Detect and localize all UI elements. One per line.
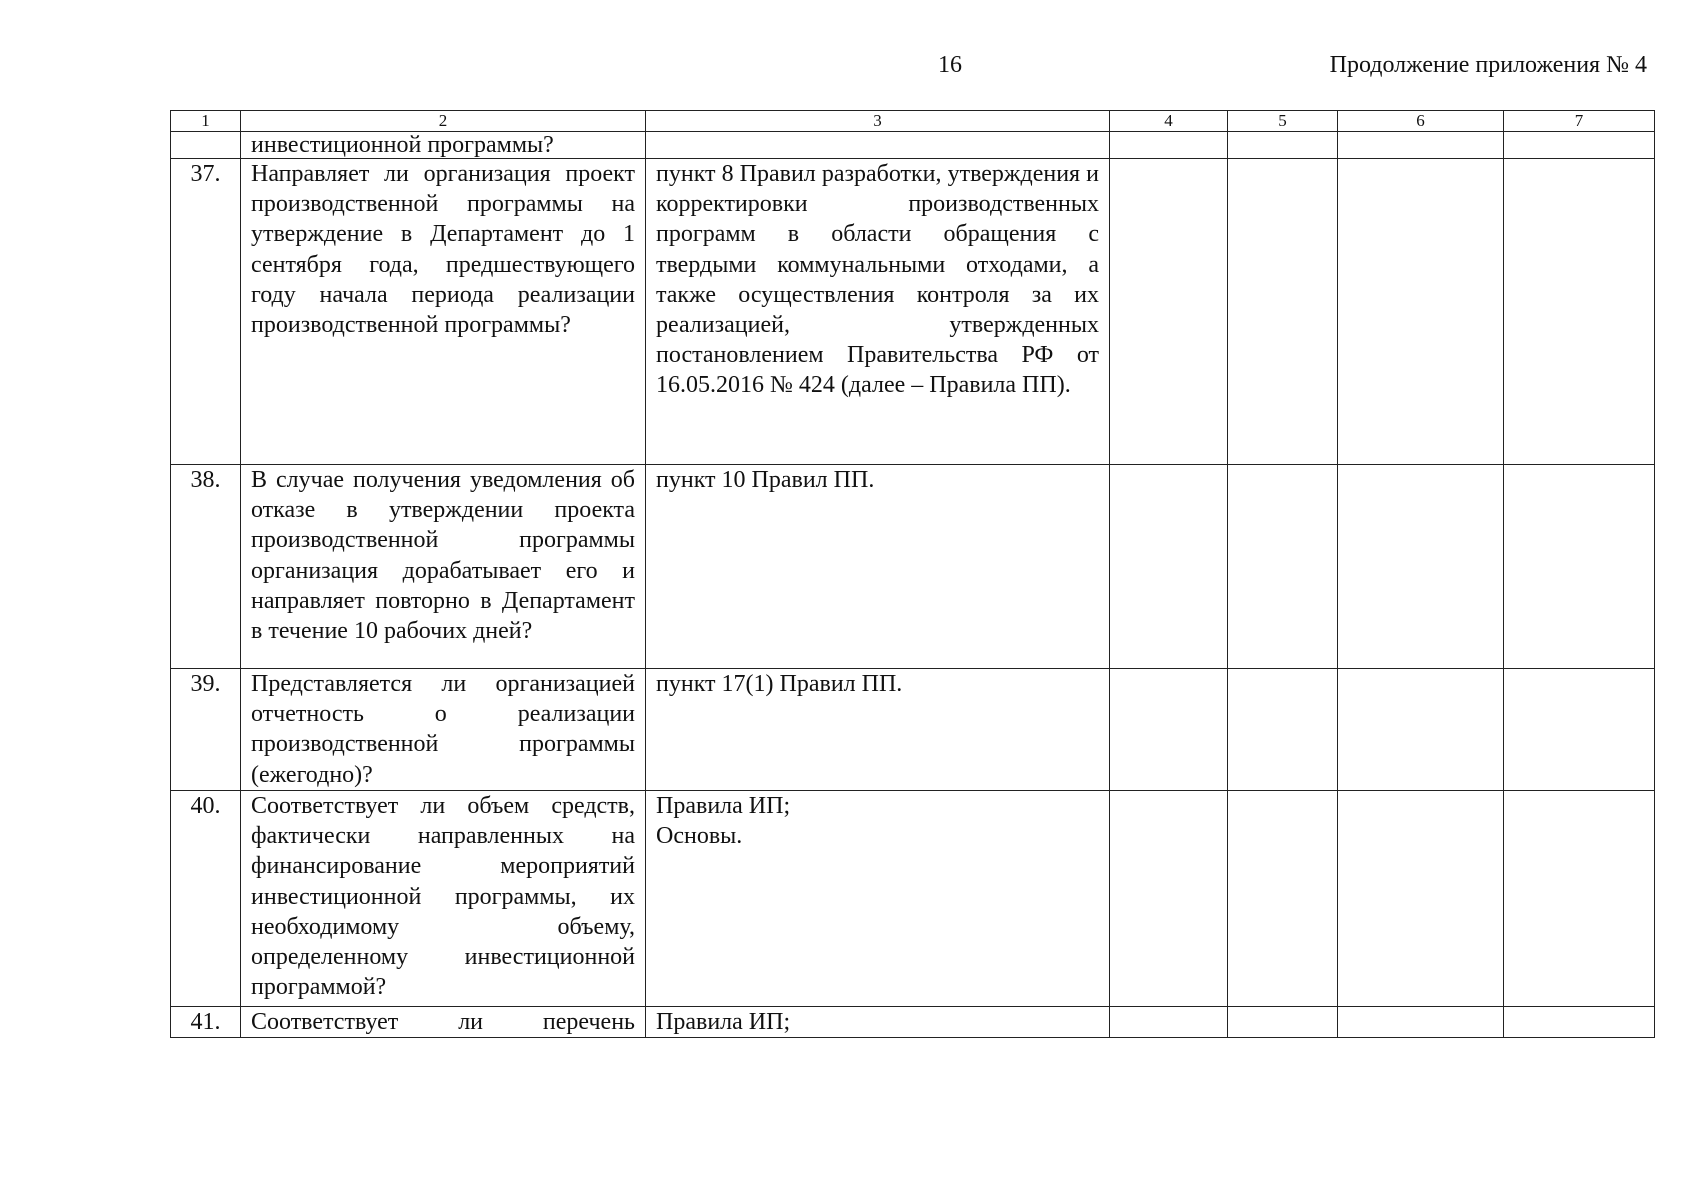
checklist-table — [170, 110, 1655, 1038]
empty-cell — [1504, 159, 1655, 465]
basis-cell: пункт 17(1) Правил ПП. — [646, 669, 1110, 791]
column-number: 2 — [241, 111, 646, 132]
question-cell: Представляется ли организацией отчетность о реализации производственной программы (ежегодно)? — [241, 669, 646, 791]
table-row — [171, 1007, 1655, 1038]
row-number: 37. — [171, 159, 241, 465]
column-number: 5 — [1228, 111, 1338, 132]
column-numbers-row — [171, 111, 1655, 132]
empty-cell — [1504, 1007, 1655, 1038]
column-number: 7 — [1504, 111, 1655, 132]
basis-cell: Правила ИП; — [646, 1007, 1110, 1038]
empty-cell — [1338, 669, 1504, 791]
empty-cell — [1228, 159, 1338, 465]
empty-cell — [1110, 159, 1228, 465]
question-cell: Соответствует ли объем средств, фактически направленных на финансирование мероприятий инвестиционной программы, их необходимому объему, определенному инвестиционной программой? — [241, 791, 646, 1007]
row-number-cell — [171, 132, 241, 159]
empty-cell — [1110, 1007, 1228, 1038]
row-number: 41. — [171, 1007, 241, 1038]
row-number: 38. — [171, 465, 241, 669]
empty-cell — [1338, 465, 1504, 669]
table-row — [171, 791, 1655, 1007]
continuation-row — [171, 132, 1655, 159]
empty-cell — [1110, 132, 1228, 159]
basis-line: Основы. — [656, 823, 743, 850]
empty-cell — [1338, 132, 1504, 159]
empty-cell — [1504, 669, 1655, 791]
page-number: 16 — [938, 52, 962, 78]
basis-cell: пункт 8 Правил разработки, утверждения и корректировки производственных программ в области обращения с твердыми коммунальными отходами, а также осуществления контроля за их реализацией, утвержденных постановлением Правительства РФ от 16.05.2016 № 424 (далее – Правила ПП). — [646, 159, 1110, 465]
column-number: 3 — [646, 111, 1110, 132]
empty-cell — [1338, 1007, 1504, 1038]
row-number: 40. — [171, 791, 241, 1007]
question-cell: инвестиционной программы? — [241, 132, 646, 159]
empty-cell — [1228, 791, 1338, 1007]
basis-cell — [646, 132, 1110, 159]
empty-cell — [1228, 132, 1338, 159]
empty-cell — [1504, 465, 1655, 669]
empty-cell — [1110, 791, 1228, 1007]
empty-cell — [1228, 1007, 1338, 1038]
table-row — [171, 465, 1655, 669]
empty-cell — [1110, 669, 1228, 791]
question-cell: Соответствует ли перечень — [241, 1007, 646, 1038]
empty-cell — [1504, 791, 1655, 1007]
empty-cell — [1338, 159, 1504, 465]
empty-cell — [1110, 465, 1228, 669]
column-number: 1 — [171, 111, 241, 132]
appendix-header: Продолжение приложения № 4 — [1329, 52, 1647, 78]
basis-line: Правила ИП; — [656, 793, 791, 819]
basis-cell: пункт 10 Правил ПП. — [646, 465, 1110, 669]
question-cell: В случае получения уведомления об отказе в утверждении проекта производственной программы организация дорабатывает его и направляет повторно в Департамент в течение 10 рабочих дней? — [241, 465, 646, 669]
empty-cell — [1338, 791, 1504, 1007]
column-number: 4 — [1110, 111, 1228, 132]
column-number: 6 — [1338, 111, 1504, 132]
empty-cell — [1228, 465, 1338, 669]
empty-cell — [1504, 132, 1655, 159]
empty-cell — [1228, 669, 1338, 791]
basis-cell — [646, 791, 1110, 1007]
table-row — [171, 159, 1655, 465]
table-row — [171, 669, 1655, 791]
question-cell: Направляет ли организация проект производственной программы на утверждение в Департамент до 1 сентября года, предшествующего году начала периода реализации производственной программы? — [241, 159, 646, 465]
row-number: 39. — [171, 669, 241, 791]
